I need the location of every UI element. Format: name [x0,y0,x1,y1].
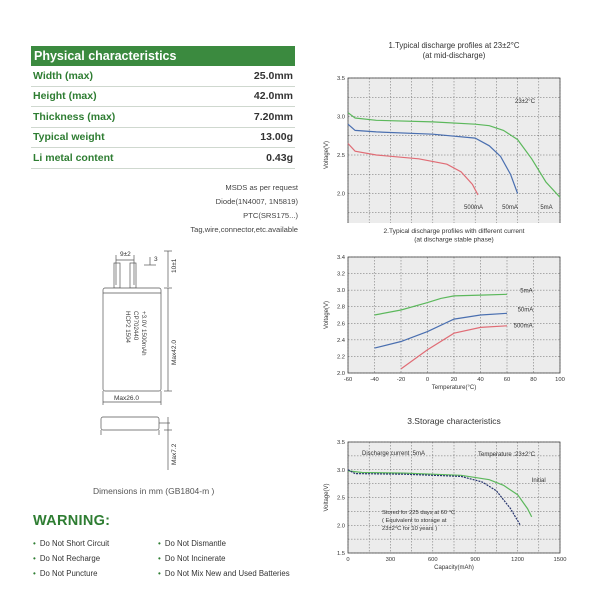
height-max-label: Max42.0 [171,340,178,365]
spec-row-height [31,87,295,108]
x-tick-label: -40 [370,377,379,383]
thickness-max-label: Max7.2 [171,443,178,465]
spec-value: 13.00g [260,131,293,144]
y-axis-label: Voltage(V) [324,300,330,330]
series-label: 50mA [502,205,518,212]
y-axis-label: Voltage(V) [324,140,330,170]
x-tick-label: 1200 [511,557,525,563]
x-tick-label: 900 [470,557,481,563]
series-label: 5mA [540,205,553,212]
spec-label: Typical weight [33,131,105,144]
y-tick-label: 1.5 [336,551,345,557]
tab-offset-label: 3 [154,256,158,263]
series-label: 500mA [464,205,484,212]
y-tick-label: 2.4 [336,337,345,344]
cell-label-line-2: CP702440 [132,311,139,341]
y-tick-label: 2.6 [336,321,345,328]
discharge-current-annotation: Discharge current :5mA [362,451,426,457]
warning-item: • Do Not Recharge [33,554,101,564]
temperature-annotation: 23±2°C [515,99,536,105]
y-tick-label: 2.8 [336,304,345,311]
discharge-profile-chart [312,38,582,223]
warning-item: • Do Not Short Circuit [33,539,110,548]
y-tick-label: 3.0 [336,288,345,295]
chart-title: 3.Storage characteristics [407,416,501,426]
x-tick-label: 0 [425,377,430,383]
series-label: 500mA [513,323,533,330]
warning-item: • Do Not Mix New and Used Batteries [158,569,290,579]
spec-label: Height (max) [33,90,97,103]
spec-value: 7.20mm [253,110,293,123]
physical-characteristics-table [31,66,295,169]
warning-title: WARNING: [33,513,111,529]
y-tick-label: 3.5 [336,76,345,82]
width-max-label: Max26.0 [114,395,139,402]
x-tick-label: 1500 [553,557,567,563]
initial-label: Initial [531,477,546,484]
y-tick-label: 2.2 [336,354,345,361]
stored-annotation: 23±2°C for 10 years ) [382,526,438,532]
tab-gap-label: 9±2 [120,251,131,258]
x-tick-label: 40 [477,377,484,383]
storage-characteristics-chart [312,412,582,582]
x-tick-label: 600 [427,557,438,563]
x-tick-label: 60 [503,377,511,383]
physical-characteristics-title: Physical characteristics [31,46,295,66]
note-line: Tag,wire,connector,etc.available [190,225,298,234]
chart-title: 2.Typical discharge profiles with different current [383,228,525,235]
warning-list-2 [158,536,290,582]
stored-annotation: Stored for 225 days at 60 °C [382,510,456,516]
series-label: 5mA [520,288,533,295]
x-tick-label: 0 [346,557,350,563]
spec-row-thickness [31,107,295,128]
spec-row-li-metal [31,148,295,169]
x-tick-label: 20 [450,377,458,383]
x-tick-label: 80 [530,377,537,383]
y-tick-label: 2.0 [336,523,345,530]
x-tick-label: -60 [343,377,353,383]
spec-row-weight [31,128,295,149]
chart-title: 1.Typical discharge profiles at 23±2°C [388,41,520,50]
x-tick-label: 100 [555,377,565,383]
y-tick-label: 2.5 [336,495,345,502]
chart-subtitle: (at mid-discharge) [422,50,486,60]
warning-list-1 [33,536,109,582]
tab-length-label: 10±1 [171,258,178,273]
y-tick-label: 3.2 [336,271,345,278]
spec-value: 0.43g [266,151,293,164]
spec-row-width [31,66,295,87]
stored-annotation: ( Equivalent to storage at [382,518,447,524]
y-tick-label: 2.0 [336,191,345,198]
spec-label: Width (max) [33,69,93,82]
warning-item: • Do Not Incinerate [158,554,226,564]
x-axis-label: Temperature(°C) [431,385,477,391]
warning-item: • Do Not Puncture [33,569,98,579]
y-tick-label: 2.5 [336,153,345,159]
warning-item: • Do Not Dismantle [158,539,226,548]
spec-value: 42.0mm [253,90,293,103]
y-tick-label: 3.0 [336,467,345,474]
options-notes [140,181,298,237]
cell-label-line-3: +3.0V 1500mAh [140,311,147,356]
dimension-drawing [90,245,200,475]
dimensions-caption: Dimensions in mm (GB1804-m ) [93,486,215,496]
y-tick-label: 3.5 [336,440,345,446]
temperature-profile-chart [312,225,582,400]
y-axis-label: Voltage(V) [324,483,330,512]
temperature-annotation: Temperature :23±2°C [478,452,536,458]
series-label: 50mA [517,307,534,314]
x-axis-label: Capacity(mAh) [434,565,474,571]
x-tick-label: 300 [385,557,396,563]
spec-label: Thickness (max) [33,110,116,123]
chart-subtitle: (at discharge stable phase) [414,236,494,244]
y-tick-label: 3.0 [336,114,345,121]
y-tick-label: 2.0 [336,371,345,377]
note-line: Diode(1N4007, 1N5819) [215,197,298,206]
note-line: PTC(SRS175...) [243,211,298,220]
spec-label: Li metal content [33,151,114,164]
x-tick-label: -20 [396,377,406,383]
y-tick-label: 3.4 [336,255,345,261]
spec-value: 25.0mm [253,69,293,82]
note-line: MSDS as per request [225,183,298,192]
cell-label-line-1: HCP2 1504 [124,311,131,343]
